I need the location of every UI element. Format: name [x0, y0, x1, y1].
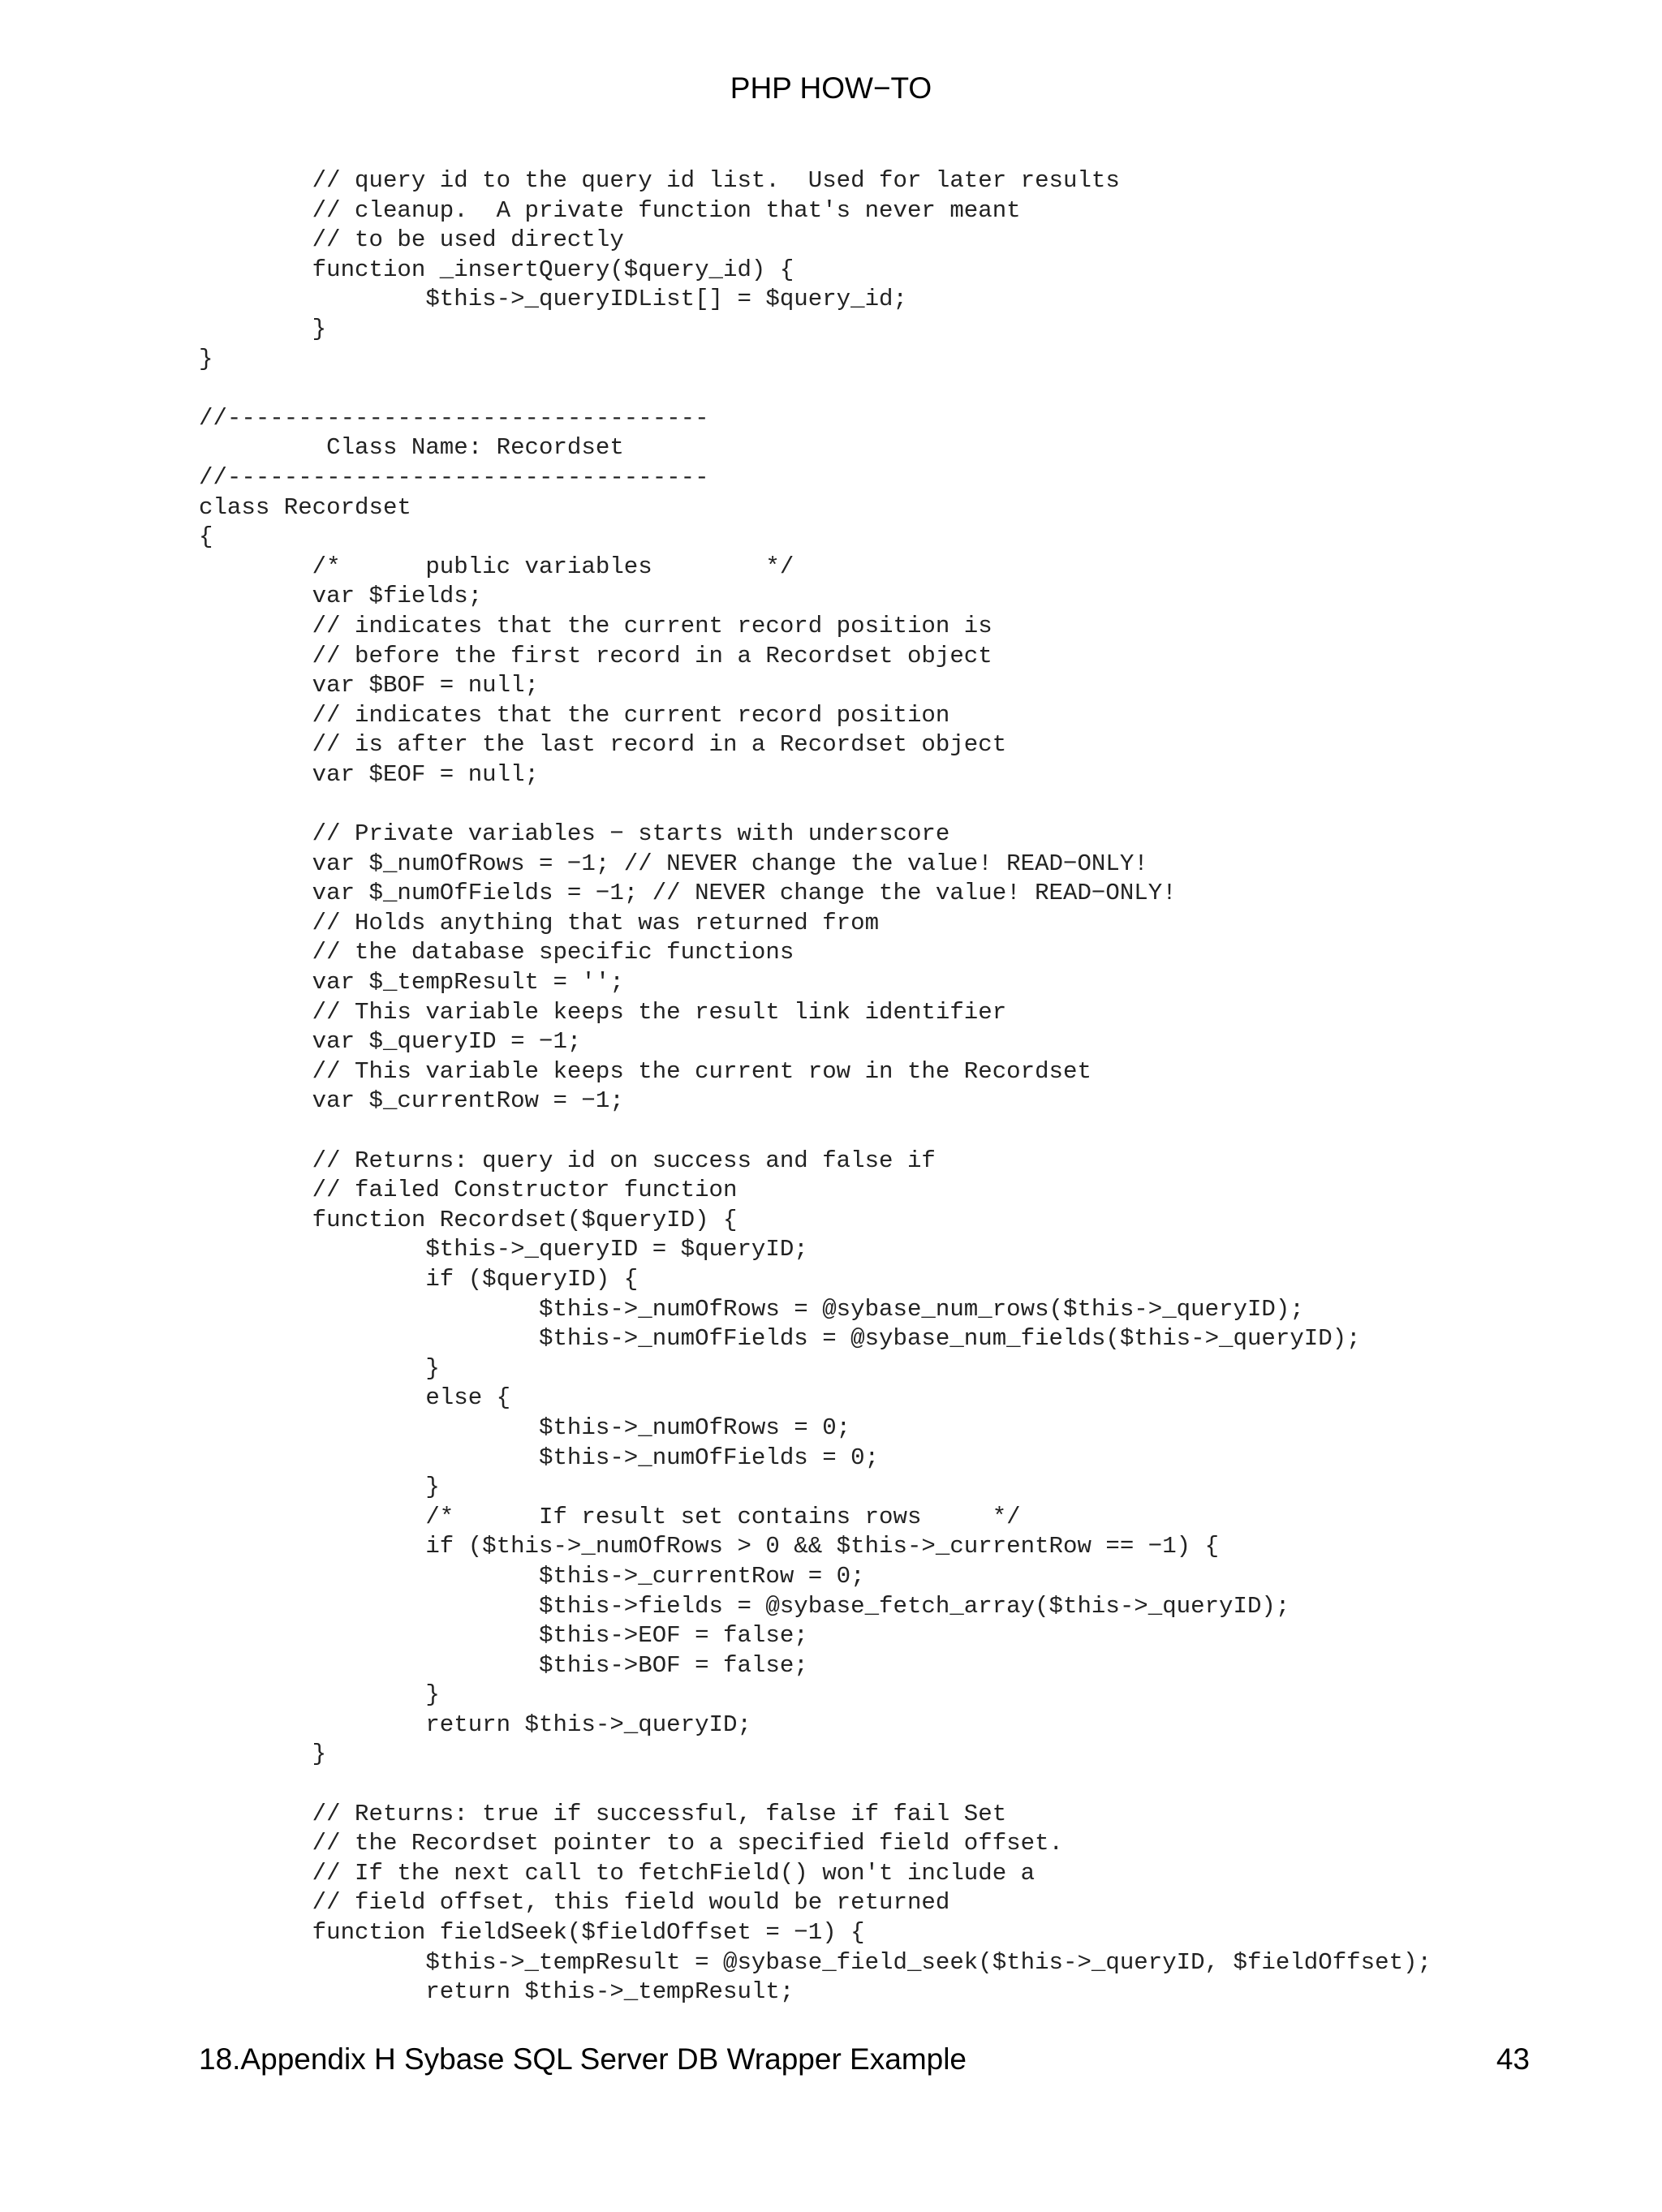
code-line: [199, 374, 1432, 404]
document-title: PHP HOW−TO: [730, 71, 932, 105]
code-line: return $this->_queryID;: [199, 1711, 751, 1738]
code-line: $this->_tempResult = @sybase_field_seek($this->_queryID, $fieldOffset);: [199, 1948, 1432, 1976]
code-line: // indicates that the current record position: [199, 701, 950, 729]
code-line: $this->BOF = false;: [199, 1651, 808, 1679]
code-line: // Holds anything that was returned from: [199, 909, 880, 936]
code-line: // is after the last record in a Recordset object: [199, 731, 1007, 759]
code-line: // cleanup. A private function that's never meant: [199, 196, 1021, 224]
code-line: class Recordset: [199, 493, 411, 521]
code-line: $this->_numOfRows = 0;: [199, 1414, 851, 1441]
page-number: 43: [1496, 2042, 1530, 2076]
code-line: // to be used directly: [199, 226, 624, 254]
code-line: }: [199, 315, 327, 342]
code-line: // Returns: true if successful, false if fail Set: [199, 1800, 1007, 1827]
code-line: [199, 790, 1432, 820]
code-line: /* public variables */: [199, 553, 794, 580]
code-line: // the Recordset pointer to a specified field offset.: [199, 1830, 1064, 1857]
code-line: var $_numOfFields = −1; // NEVER change the value! READ−ONLY!: [199, 880, 1177, 907]
code-line: function fieldSeek($fieldOffset = −1) {: [199, 1919, 865, 1947]
code-line: $this->fields = @sybase_fetch_array($this->_queryID);: [199, 1592, 1290, 1620]
code-line: // This variable keeps the result link identifier: [199, 998, 1007, 1026]
code-line: if ($this->_numOfRows > 0 && $this->_currentRow == −1) {: [199, 1533, 1220, 1560]
section-title: 18.Appendix H Sybase SQL Server DB Wrapper Example: [199, 2042, 967, 2076]
code-line: $this->_numOfRows = @sybase_num_rows($this->_queryID);: [199, 1295, 1304, 1323]
code-line: var $EOF = null;: [199, 760, 540, 788]
code-line: }: [199, 1354, 440, 1382]
code-line: }: [199, 1681, 440, 1709]
code-line: var $_queryID = −1;: [199, 1028, 582, 1056]
code-line: // If the next call to fetchField() won't include a: [199, 1859, 1036, 1887]
code-line: function _insertQuery($query_id) {: [199, 256, 794, 283]
code-line: // Returns: query id on success and false if: [199, 1147, 936, 1174]
code-line: [199, 1770, 1432, 1800]
code-line: // failed Constructor function: [199, 1177, 738, 1204]
code-line: var $_tempResult = '';: [199, 969, 624, 996]
code-line: Class Name: Recordset: [199, 434, 624, 462]
code-line: function Recordset($queryID) {: [199, 1206, 738, 1233]
code-line: var $_currentRow = −1;: [199, 1087, 624, 1115]
code-line: }: [199, 345, 213, 372]
code-line: //----------------------------------: [199, 463, 709, 491]
code-line: $this->_currentRow = 0;: [199, 1562, 865, 1590]
code-line: // Private variables − starts with underscore: [199, 820, 950, 848]
code-line: var $BOF = null;: [199, 672, 540, 699]
code-line: else {: [199, 1384, 511, 1412]
code-line: $this->EOF = false;: [199, 1622, 808, 1650]
code-line: $this->_numOfFields = @sybase_num_fields($this->_queryID);: [199, 1325, 1361, 1353]
code-line: var $_numOfRows = −1; // NEVER change the value! READ−ONLY!: [199, 850, 1148, 877]
code-line: // query id to the query id list. Used for later results: [199, 167, 1120, 194]
code-line: // This variable keeps the current row in the Recordset: [199, 1057, 1091, 1085]
code-listing: [199, 166, 1432, 2008]
code-line: var $fields;: [199, 583, 483, 610]
code-line: /* If result set contains rows */: [199, 1503, 1021, 1530]
code-line: // before the first record in a Recordset object: [199, 642, 992, 669]
code-line: return $this->_tempResult;: [199, 1978, 794, 2006]
code-line: // the database specific functions: [199, 939, 794, 966]
code-line: $this->_queryID = $queryID;: [199, 1236, 808, 1263]
code-line: [199, 1117, 1432, 1147]
code-line: }: [199, 1741, 327, 1768]
code-line: $this->_numOfFields = 0;: [199, 1444, 880, 1471]
code-line: }: [199, 1474, 440, 1501]
code-line: // field offset, this field would be returned: [199, 1889, 950, 1917]
code-line: if ($queryID) {: [199, 1265, 639, 1293]
code-line: {: [199, 523, 213, 551]
code-line: $this->_queryIDList[] = $query_id;: [199, 286, 907, 313]
code-line: //----------------------------------: [199, 404, 709, 432]
page-header: [0, 70, 1662, 107]
code-line: // indicates that the current record position is: [199, 612, 992, 639]
